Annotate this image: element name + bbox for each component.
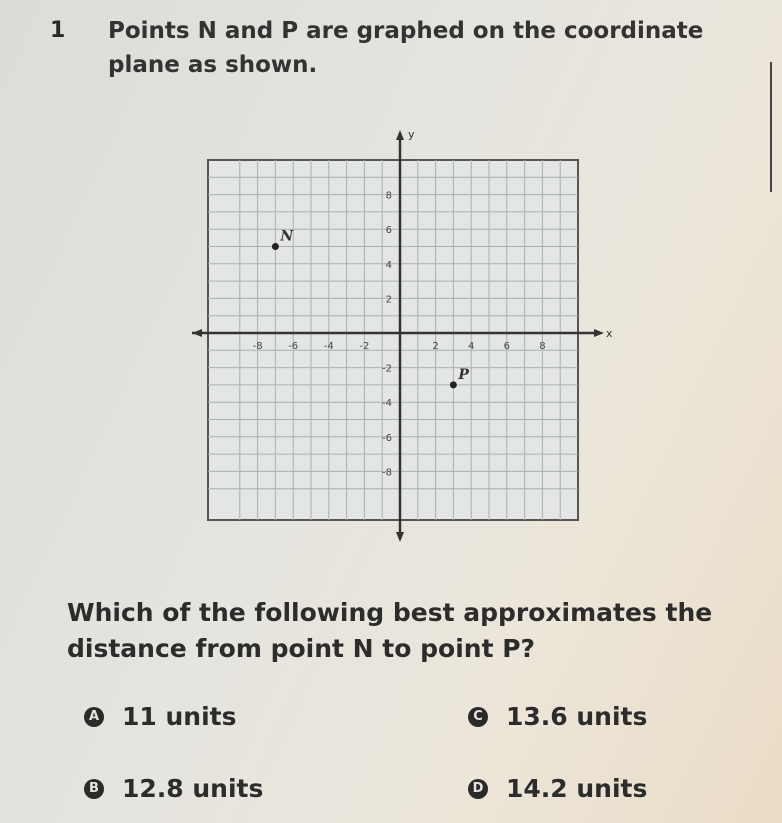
coordinate-plane <box>190 120 613 545</box>
x-tick-label: -4 <box>323 341 334 352</box>
y-tick-label: 6 <box>385 225 392 237</box>
choice-d-text: 14.2 units <box>506 774 648 803</box>
y-tick-label: 2 <box>385 294 392 306</box>
question-text-line-1: Points N and P are graphed on the coordinate <box>108 18 704 44</box>
choice-b-bubble-icon[interactable]: B <box>84 779 104 799</box>
x-tick-label: -6 <box>288 341 299 352</box>
y-axis-arrow-up <box>396 130 404 140</box>
page-edge-line <box>770 62 772 192</box>
choice-a-text: 11 units <box>122 702 237 731</box>
question-text-line-2: plane as shown. <box>108 52 318 78</box>
choice-c-text: 13.6 units <box>506 702 648 731</box>
x-tick-label: 8 <box>539 341 546 352</box>
question-number: 1 <box>50 18 66 43</box>
y-tick-label: -8 <box>382 467 392 479</box>
y-tick-label: -6 <box>382 432 392 444</box>
choice-c-bubble-icon[interactable]: C <box>468 707 488 727</box>
prompt-line-1: Which of the following best approximates the <box>67 598 713 627</box>
x-axis-label: x <box>606 327 613 340</box>
y-axis-arrow-down <box>396 532 404 542</box>
x-tick-label: 2 <box>432 341 439 352</box>
y-tick-label: 4 <box>385 259 392 271</box>
y-axis-label: y <box>408 128 415 141</box>
x-tick-label: -8 <box>252 341 263 352</box>
prompt-line-2: distance from point N to point P? <box>67 634 536 663</box>
x-tick-label: -2 <box>359 341 370 352</box>
grid-panel <box>208 160 578 520</box>
x-axis-arrow-right <box>594 329 604 337</box>
choice-b-text: 12.8 units <box>122 774 264 803</box>
y-tick-label: 8 <box>385 190 392 202</box>
y-tick-label: -4 <box>382 398 392 410</box>
choice-b[interactable] <box>84 774 263 803</box>
y-tick-label: -2 <box>382 363 392 375</box>
choice-a[interactable] <box>84 702 237 731</box>
choice-d-bubble-icon[interactable]: D <box>468 779 488 799</box>
point-label-n: N <box>280 228 294 245</box>
point-label-p: P <box>458 366 469 383</box>
x-axis-arrow-left <box>192 329 202 337</box>
point-n <box>272 243 279 250</box>
choice-a-bubble-icon[interactable]: A <box>84 707 104 727</box>
point-p <box>450 381 457 388</box>
choice-c[interactable] <box>468 702 647 731</box>
x-tick-label: 6 <box>503 341 510 352</box>
choice-d[interactable] <box>468 774 647 803</box>
x-tick-label: 4 <box>468 341 475 352</box>
